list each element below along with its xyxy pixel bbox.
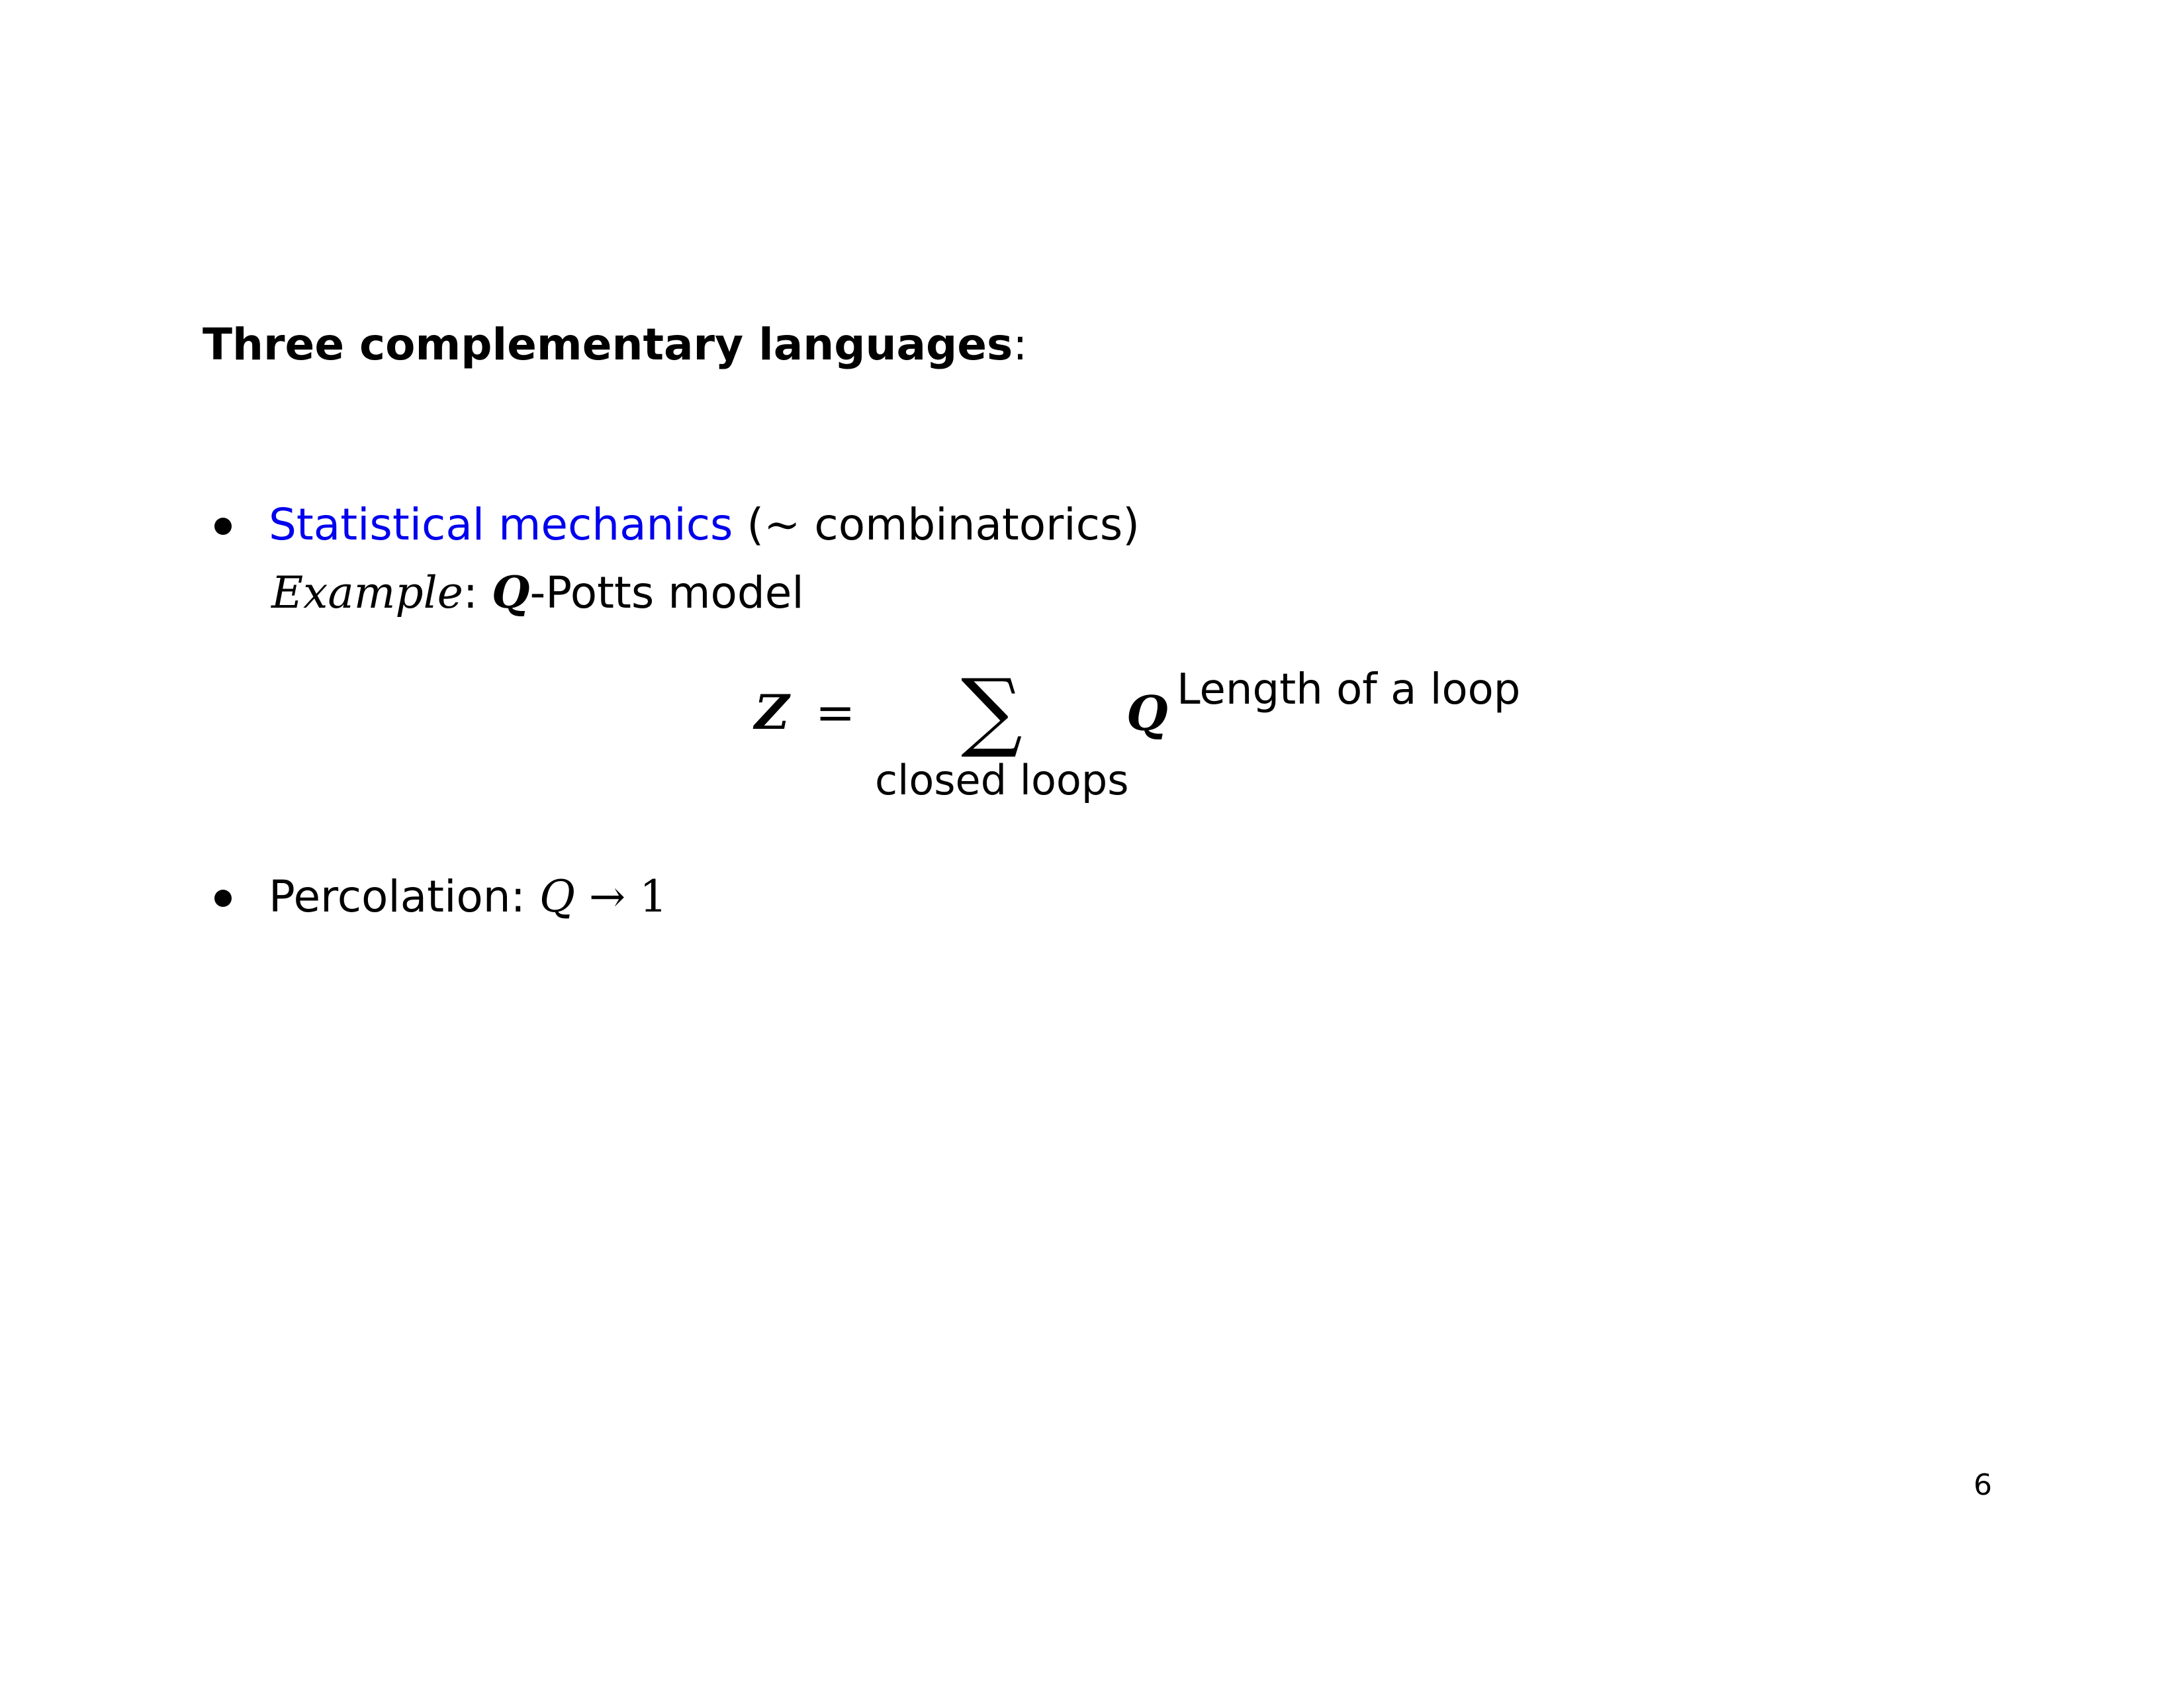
- bullet-marker: [214, 890, 232, 907]
- arrow-symbol: →: [574, 871, 640, 922]
- example-label: Example: [271, 567, 463, 618]
- heading-text: Three complementary languages: [203, 319, 1013, 370]
- aside-open: (: [733, 499, 764, 550]
- heading-colon: :: [1013, 319, 1028, 370]
- summation-subscript: closed loops: [875, 756, 1129, 804]
- percolation-value: 1: [639, 871, 668, 922]
- example-colon: :: [463, 567, 492, 618]
- bullet-marker: [214, 518, 232, 535]
- percolation-label: Percolation:: [269, 871, 539, 922]
- equation-equals: =: [815, 684, 856, 740]
- equation-base: Q: [1126, 685, 1168, 741]
- percolation-q-symbol: Q: [539, 871, 575, 922]
- aside-text: combinatorics): [800, 499, 1140, 550]
- slide-heading: [203, 319, 1028, 370]
- example-line: [271, 567, 804, 618]
- equation-exponent: Length of a loop: [1177, 665, 1521, 714]
- example-q-symbol: Q: [491, 567, 530, 618]
- summation-symbol: ∑: [961, 660, 1023, 761]
- page-number: 6: [1974, 1468, 1992, 1502]
- bullet-statistical-mechanics: [269, 499, 1140, 550]
- bullet-percolation: [269, 871, 668, 922]
- statistical-mechanics-label: Statistical mechanics: [269, 499, 733, 550]
- equation-lhs: Z: [754, 684, 790, 740]
- example-text: -Potts model: [529, 567, 804, 618]
- tilde-symbol: ∼: [764, 499, 801, 550]
